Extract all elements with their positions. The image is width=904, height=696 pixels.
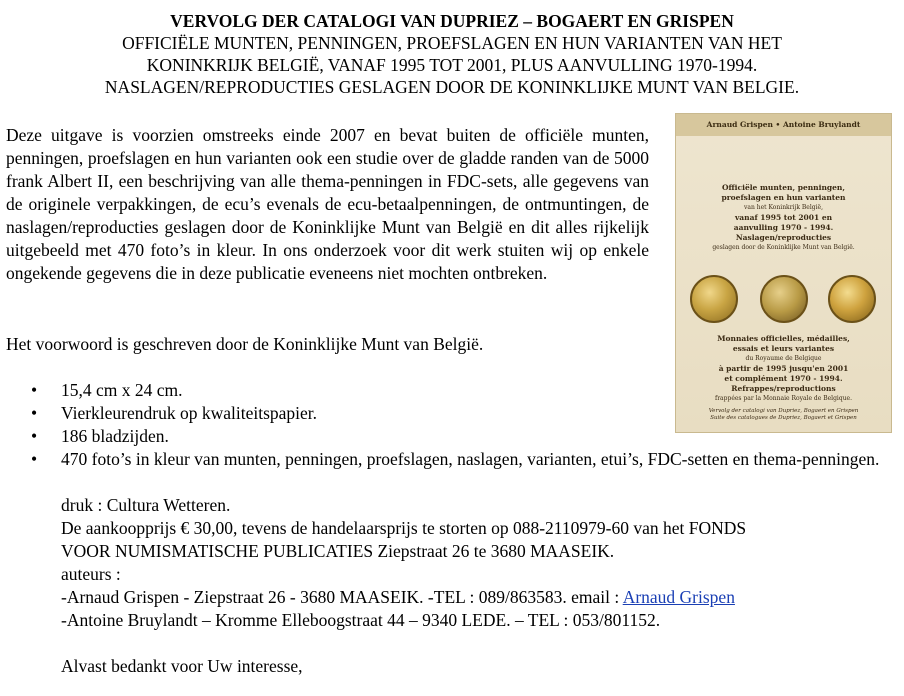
closing-line: Alvast bedankt voor Uw interesse, — [61, 656, 303, 676]
cover-nl-sub: van het Koninkrijk België, — [744, 204, 823, 211]
cover-dutch-title — [682, 183, 885, 253]
cover-foot-2: Suite des catalogues de Dupriez, Bogaert et Grispen — [710, 415, 857, 421]
list-item-text: 470 foto’s in kleur van munten, penningen, proefslagen, naslagen, varianten, etui’s, FDC-setten en thema-penningen. — [61, 449, 880, 469]
bullet-icon: • — [31, 403, 38, 423]
print-info: druk : Cultura Wetteren. — [61, 495, 231, 515]
header-title: VERVOLG DER CATALOGI VAN DUPRIEZ – BOGAERT EN GRISPEN — [170, 11, 734, 31]
cover-fr-sub: du Royaume de Belgique — [745, 355, 822, 362]
cover-nl-years-2: aanvulling 1970 - 1994. — [733, 223, 834, 232]
header-subtitle-line-1: OFFICIËLE MUNTEN, PENNINGEN, PROEFSLAGEN EN HUN VARIANTEN VAN HET — [122, 33, 782, 53]
cover-nl-years-3: Naslagen/reproducties — [735, 233, 832, 242]
coin-image — [690, 275, 738, 323]
author-1-email-link[interactable]: Arnaud Grispen — [622, 587, 735, 607]
list-item-text: 186 bladzijden. — [61, 426, 169, 446]
list-item-text: Vierkleurendruk op kwaliteitspapier. — [61, 403, 318, 423]
foreword-paragraph: Het voorwoord is geschreven door de Koninklijke Munt van België. — [6, 334, 484, 354]
cover-nl-years-1: vanaf 1995 tot 2001 en — [734, 213, 833, 222]
cover-french-title — [682, 334, 885, 404]
cover-fr-years-1: à partir de 1995 jusqu'en 2001 — [718, 364, 849, 373]
cover-fr-years-2: et complément 1970 - 1994. — [724, 374, 843, 383]
intro-paragraph: Deze uitgave is voorzien omstreeks einde 2007 en bevat buiten de officiële munten, penningen, proefslagen en hun varianten ook een studie over de gladde randen van de 5000 frank Albert II, een beschrijving van alle thema-penningen in FDC-sets, alle gegevens van de originele verpakkingen, de ecu’s evenals de ecu-betaalpenningen, de ontmuntingen, de naslagen/reproducties geslagen door de Koninklijke Munt van België en dit alles rijkelijk uitgebeeld met 470 foto’s in kleur. In ons onderzoek voor dit werk stuiten wij op enkele ongekende gegevens die in deze publicatie eveneens niet mochten ontbreken. — [6, 125, 649, 283]
cover-fr-title-1: Monnaies officielles, médailles, — [717, 334, 850, 343]
coin-image — [760, 275, 808, 323]
list-item — [0, 448, 900, 471]
list-item-text: 15,4 cm x 24 cm. — [61, 380, 183, 400]
bullet-icon: • — [31, 380, 38, 400]
cover-nl-by: geslagen door de Koninklijke Munt van België. — [712, 244, 855, 251]
authors-label: auteurs : — [61, 564, 121, 584]
book-cover-image — [675, 113, 892, 433]
header-subtitle-line-3: NASLAGEN/REPRODUCTIES GESLAGEN DOOR DE KONINKLIJKE MUNT VAN BELGIE. — [104, 77, 800, 97]
cover-fr-by: frappées par la Monnaie Royale de Belgique. — [714, 395, 853, 402]
details-block — [61, 494, 891, 632]
cover-authors: Arnaud Grispen • Antoine Bruylandt — [676, 114, 891, 136]
cover-footer — [682, 408, 885, 422]
coin-image — [828, 275, 876, 323]
document-header — [0, 10, 904, 98]
bullet-icon: • — [31, 426, 38, 446]
author-1 — [61, 586, 891, 609]
bullet-icon: • — [31, 449, 38, 469]
price-line-2: VOOR NUMISMATISCHE PUBLICATIES Ziepstraat 26 te 3680 MAASEIK. — [61, 541, 615, 561]
cover-fr-title-2: essais et leurs variantes — [732, 344, 835, 353]
cover-fr-years-3: Refrappes/reproductions — [731, 384, 836, 393]
header-subtitle-line-2: KONINKRIJK BELGIË, VANAF 1995 TOT 2001, PLUS AANVULLING 1970-1994. — [146, 55, 758, 75]
price-line-1: De aankoopprijs € 30,00, tevens de handelaarsprijs te storten op 088-2110979-60 van het FONDS — [61, 518, 747, 538]
cover-foot-1: Vervolg der catalogi van Dupriez, Bogaert en Grispen — [708, 408, 859, 414]
author-1-text: -Arnaud Grispen - Ziepstraat 26 - 3680 MAASEIK. -TEL : 089/863583. email : — [61, 587, 623, 607]
cover-coins — [676, 273, 891, 325]
author-2: -Antoine Bruylandt – Kromme Elleboogstraat 44 – 9340 LEDE. – TEL : 053/801152. — [61, 610, 661, 630]
cover-nl-title-2: proefslagen en hun varianten — [721, 193, 846, 202]
cover-nl-title-1: Officiële munten, penningen, — [721, 183, 845, 192]
